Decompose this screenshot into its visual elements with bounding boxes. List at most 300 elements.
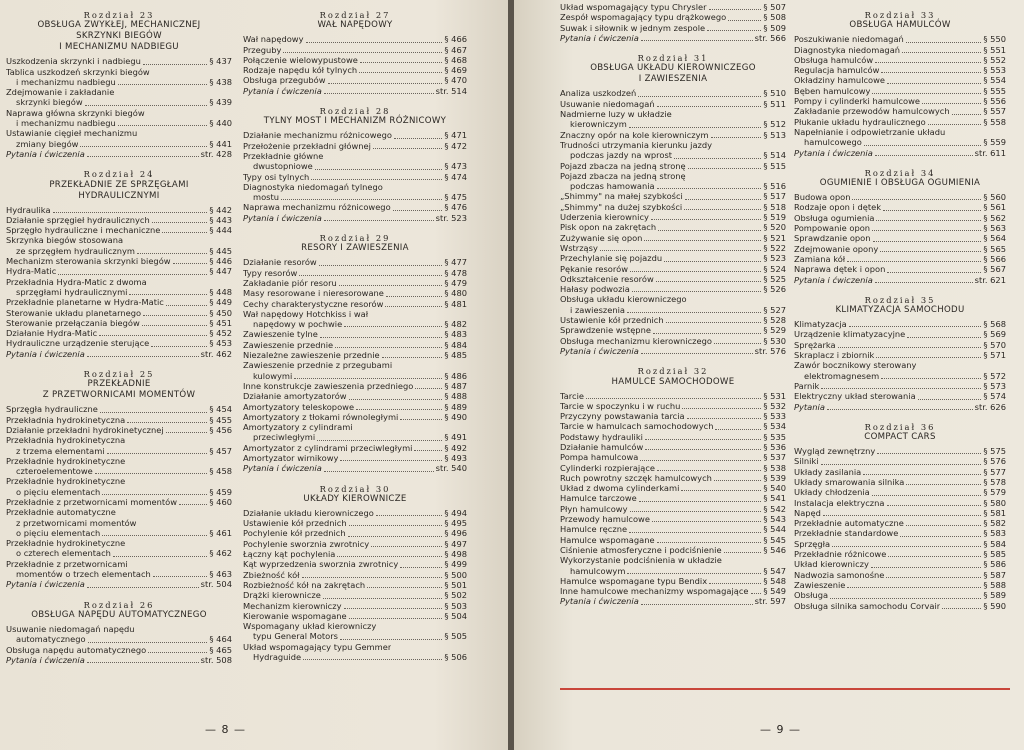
entry-title: elektromagnesem [804,370,880,381]
section-number: § 469 [444,65,467,76]
dot-leader [415,388,442,389]
entry-title: mostu [253,192,279,203]
dot-leader [586,398,761,399]
dot-leader [715,429,761,430]
toc-entry [794,233,1006,243]
dot-leader [359,72,442,73]
toc-entry [794,127,1006,137]
entry-title: Zbieżność kół [243,569,300,580]
entry-title: Hamulce ręczne [560,524,628,535]
entry-title: Przekładnie hydrokinetyczne [6,455,126,466]
entry-title: Wał napędowy [243,34,304,45]
entry-title: Cechy charakterystyczne resorów [243,298,384,309]
section-number: str. 576 [754,345,786,356]
section-number: § 462 [209,548,232,559]
chapter-number: Rozdział 27 [319,10,391,20]
toc-entry [560,212,786,222]
dot-leader [681,490,761,491]
toc-entry [6,108,232,118]
toc-entry [6,538,232,548]
dot-leader [876,220,981,221]
toc-entry [243,570,467,580]
dot-leader [102,494,207,495]
dot-leader [113,556,207,557]
toc-entry [243,350,467,360]
dot-leader [876,357,981,358]
chapter-number: Rozdział 24 [83,169,155,180]
toc-entry [560,483,786,493]
section-number: § 555 [983,85,1006,96]
toc-entry [243,34,467,44]
dot-leader [728,20,761,21]
toc-entry [6,634,232,644]
toc-entry [6,415,232,425]
chapter-section [6,169,232,359]
toc-entry [560,411,786,421]
dot-leader [627,573,761,574]
entry-title: z trzema elementami [16,445,105,456]
section-number: § 475 [444,192,467,203]
toc-entry [6,118,232,128]
entry-title: hamulcowym [570,565,626,576]
toc-entry [560,493,786,503]
section-number: § 579 [983,487,1006,498]
entry-title: Typy resorów [243,267,298,278]
toc-entry [243,642,467,652]
section-number: § 443 [209,214,232,225]
toc-entry [794,96,1006,106]
toc-entry [560,130,786,140]
dot-leader [299,275,442,276]
dot-leader [881,378,981,379]
section-number: § 521 [763,232,786,243]
toc-entry [6,624,232,634]
section-number: § 452 [209,328,232,339]
dot-leader [709,9,762,10]
toc-entry [6,87,232,97]
chapter-section [560,366,786,607]
page-number: — 8 — [205,723,246,736]
entry-title: Przekładnie automatyczne [6,507,116,518]
entry-title: Zawieszenie [794,579,846,590]
entry-title: Ciśnienie atmosferyczne i podciśnienie [560,544,722,555]
section-number: § 588 [983,579,1006,590]
entry-title: Obsługa [794,590,829,601]
entry-title: Kierowanie wspomagane [243,610,347,621]
section-number: § 584 [983,538,1006,549]
dot-leader [629,127,762,128]
entry-title: Działanie mechanizmu różnicowego [243,130,392,141]
book-gutter [508,0,514,750]
entry-title: Wstrząsy [560,242,598,253]
section-number: § 533 [763,411,786,422]
toc-entry [794,391,1006,401]
section-number: § 437 [209,56,232,67]
questions-entry [560,33,786,43]
toc-entry [243,412,467,422]
entry-title: Ruch powrotny szczęk hamulcowych [560,472,712,483]
toc-entry [794,360,1006,370]
dot-leader [645,439,761,440]
toc-entry [560,432,786,442]
entry-title: Przekładnia hydrokinetyczna [6,435,126,446]
toc-entry [6,446,232,456]
section-number: § 539 [763,472,786,483]
questions-entry [6,349,232,359]
entry-title: Przewody hamulcowe [560,514,650,525]
section-number: § 477 [444,257,467,268]
toc-entry [243,299,467,309]
dot-leader [87,356,199,357]
entry-title: Pytania i ćwiczenia [6,654,85,665]
toc-column [243,0,467,662]
section-number: § 454 [209,404,232,415]
chapter-heading [794,10,1006,31]
toc-entry [6,338,232,348]
toc-entry [243,268,467,278]
dot-leader [641,40,753,41]
dot-leader [880,251,981,252]
entry-title: Urządzenie klimatyzacyjne [794,329,906,340]
entry-title: Pytania i ćwiczenia [243,85,322,96]
section-number: § 476 [444,202,467,213]
section-number: § 504 [444,610,467,621]
dot-leader [873,241,982,242]
chapter-title: OBSŁUGA ZWYKŁEJ, MECHANICZNEJ [37,20,201,31]
section-number: § 493 [444,452,467,463]
entry-title: hamulcowego [804,137,862,148]
dot-leader [151,346,207,347]
entry-title: Pojazd zbacza na jedną stronę [560,170,686,181]
toc-entry [6,548,232,558]
toc-entry [794,350,1006,360]
dot-leader [657,470,761,471]
toc-entry [6,507,232,517]
entry-title: Znaczny opór na kole kierowniczym [560,129,709,140]
entry-title: Zakładanie piór resoru [243,277,337,288]
entry-title: Skrzynka biegów stosowana [6,235,124,246]
chapter-number: Rozdział 36 [864,421,936,432]
toc-entry [794,528,1006,538]
entry-title: Przekładnie różnicowe [794,549,887,560]
chapter-title: PRZEKŁADNIE ZE SPRZĘGŁAMI [49,179,189,190]
questions-entry [6,579,232,589]
chapter-title: COMPACT CARS [864,432,936,443]
entry-title: Silniki [794,456,819,467]
section-number: § 564 [983,233,1006,244]
dot-leader [875,62,981,63]
toc-entry [243,381,467,391]
section-number: § 522 [763,242,786,253]
toc-entry [560,140,786,150]
entry-title: Usuwanie niedomagań [560,98,655,109]
dot-leader [102,535,207,536]
dot-leader [849,326,982,327]
dot-leader [907,337,981,338]
entry-title: Niezależne zawieszenie przednie [243,350,380,361]
dot-leader [641,353,753,354]
section-number: § 575 [983,446,1006,457]
section-number: § 551 [983,44,1006,55]
toc-entry [794,467,1006,477]
dot-leader [852,199,981,200]
entry-title: Pytania i ćwiczenia [560,32,639,43]
section-number: § 580 [983,497,1006,508]
dot-leader [87,662,199,663]
entry-title: Suwak i siłownik w jednym zespole [560,22,706,33]
dot-leader [664,261,761,262]
entry-title: „Shimmy" na małej szybkości [560,191,683,202]
entry-title: Hydraguide [253,652,302,663]
toc-entry [560,325,786,335]
toc-entry [6,205,232,215]
toc-entry [794,34,1006,44]
section-number: § 542 [763,503,786,514]
section-number: § 532 [763,400,786,411]
toc-entry [243,391,467,401]
section-number: § 538 [763,462,786,473]
section-number: § 528 [763,315,786,326]
entry-title: Przełożenie przekładni głównej [243,140,371,151]
entry-title: kierowniczym [570,119,627,130]
section-number: § 556 [983,96,1006,107]
dot-leader [385,306,442,307]
toc-entry [243,340,467,350]
dot-leader [871,567,981,568]
section-number: § 456 [209,424,232,435]
dot-leader [283,52,442,53]
toc-entry [794,549,1006,559]
dot-leader [887,505,982,506]
toc-entry [794,137,1006,147]
entry-title: Okładziny hamulcowe [794,75,886,86]
section-number: str. 508 [200,654,232,665]
chapter-number: Rozdział 31 [637,53,709,64]
dot-leader [682,408,761,409]
entry-title: Cylinderki rozpierające [560,462,655,473]
section-number: str. 611 [974,147,1006,158]
red-rule [560,688,1010,690]
entry-title: i mechanizmu nadbiegu [16,76,116,87]
section-number: § 465 [209,644,232,655]
entry-title: Płukanie układu hydraulicznego [794,116,926,127]
entry-title: Obsługa przegubów [243,75,326,86]
section-number: § 531 [763,390,786,401]
entry-title: Zużywanie się opon [560,232,643,243]
toc-entry [794,590,1006,600]
chapter-heading [6,169,232,201]
entry-title: Pytania i ćwiczenia [6,348,85,359]
dot-leader [344,326,442,327]
toc-entry [560,99,786,109]
section-number: str. 504 [200,579,232,590]
dot-leader [118,84,208,85]
toc-entry [6,277,232,287]
dot-leader [400,419,442,420]
toc-entry [243,141,467,151]
entry-title: Sprawdzanie opon [794,233,871,244]
toc-entry [560,202,786,212]
entry-title: o pięciu elementach [16,527,101,538]
section-number: § 451 [209,317,232,328]
section-number: § 439 [209,97,232,108]
entry-title: Płyn hamulcowy [560,503,628,514]
section-number: § 554 [983,75,1006,86]
toc-entry [243,508,467,518]
dot-leader [922,103,981,104]
entry-title: Działanie resorów [243,257,317,268]
section-number: § 548 [763,575,786,586]
section-number: § 461 [209,527,232,538]
toc-entry [6,435,232,445]
section-number: § 508 [763,12,786,23]
section-number: § 501 [444,579,467,590]
toc-entry [560,109,786,119]
dot-leader [872,495,982,496]
section-number: str. 626 [974,401,1006,412]
toc-entry [794,202,1006,212]
dot-leader [382,357,443,358]
chapter-heading [794,168,1006,189]
dot-leader [340,639,442,640]
chapter-section [794,168,1006,285]
section-number: § 550 [983,34,1006,45]
entry-title: Układy chłodzenia [794,487,870,498]
toc-entry [6,518,232,528]
section-number: § 498 [444,549,467,560]
dot-leader [311,179,442,180]
dot-leader [714,343,761,344]
section-number: § 537 [763,452,786,463]
entry-title: kulowymi [253,370,293,381]
toc-entry [243,652,467,662]
section-number: § 547 [763,565,786,576]
toc-entry [794,559,1006,569]
dot-leader [414,450,442,451]
chapter-number: Rozdział 28 [319,106,391,117]
dot-leader [658,230,761,231]
section-number: § 577 [983,466,1006,477]
dot-leader [902,52,981,53]
section-number: § 473 [444,161,467,172]
toc-entry [243,309,467,319]
dot-leader [166,305,208,306]
toc-entry [243,161,467,171]
entry-title: Układ wspomagający typu Gemmer [243,641,392,652]
entry-title: Parnik [794,380,820,391]
dot-leader [95,473,208,474]
entry-title: ze sprzęgłem hydraulicznym [16,245,135,256]
chapter-section [6,369,232,590]
toc-entry [560,119,786,129]
chapter-section [794,422,1006,611]
section-number: § 466 [444,34,467,45]
toc-entry [243,443,467,453]
dot-leader [127,422,207,423]
entry-title: Napęd [794,507,821,518]
entry-title: Instalacja elektryczna [794,497,885,508]
entry-title: Rozbieżność kół na zakrętach [243,579,366,590]
dot-leader [600,250,762,251]
chapter-heading [560,53,786,85]
dot-leader [883,210,981,211]
dot-leader [153,576,208,577]
toc-entry [6,404,232,414]
section-number: § 471 [444,130,467,141]
entry-title: Działanie Hydra-Matic [6,328,98,339]
section-number: § 484 [444,339,467,350]
dot-leader [340,460,442,461]
section-number: § 482 [444,319,467,330]
dot-leader [888,556,981,557]
toc-column [794,0,1006,611]
toc-entry [243,621,467,631]
section-number: § 585 [983,549,1006,560]
dot-leader [863,474,981,475]
entry-title: Hamulce wspomagane [560,534,655,545]
entry-title: Wał napędowy Hotchkiss i wał [243,308,369,319]
toc-entry [794,381,1006,391]
toc-entry [243,371,467,381]
chapter-title: HYDRAULICZNYMI [78,190,160,201]
toc-entry [243,631,467,641]
dot-leader [707,30,761,31]
dot-leader [179,504,207,505]
section-number: § 566 [983,253,1006,264]
dot-leader [632,291,762,292]
entry-title: Działanie amortyzatorów [243,391,347,402]
entry-title: Obsługa hamulców [794,54,874,65]
section-number: § 562 [983,212,1006,223]
section-number: str. 566 [754,32,786,43]
section-number: § 495 [444,518,467,529]
entry-title: Obsługa układu kierowniczego [560,294,687,305]
dot-leader [99,335,207,336]
section-number: § 453 [209,338,232,349]
toc-entry [6,528,232,538]
toc-entry [243,402,467,412]
section-number: § 514 [763,150,786,161]
entry-title: Przekładnie z przetwornicami [6,558,128,569]
entry-title: Łączny kąt pochylenia [243,549,336,560]
chapter-heading [243,106,467,127]
dot-leader [639,501,762,502]
dot-leader [666,322,762,323]
dot-leader [339,285,443,286]
entry-title: Pojazd zbacza na jedną stronę [560,160,686,171]
dot-leader [832,546,981,547]
entry-title: Typy osi tylnych [243,171,310,182]
section-number: § 574 [983,391,1006,402]
entry-title: zmiany biegów [16,138,79,149]
dot-leader [688,168,762,169]
section-number: § 472 [444,140,467,151]
entry-title: Zdejmowanie i zakładanie [6,87,115,98]
dot-leader [711,137,762,138]
dot-leader [87,587,199,588]
entry-title: Sprzęgła [794,538,831,549]
section-number: § 523 [763,253,786,264]
toc-entry [6,246,232,256]
dot-leader [349,618,443,619]
toc-entry [560,222,786,232]
section-number: str. 514 [435,85,467,96]
section-number: § 535 [763,431,786,442]
toc-entry [794,498,1006,508]
section-number: § 587 [983,569,1006,580]
toc-entry [794,487,1006,497]
chapter-title: OBSŁUGA NAPĘDU AUTOMATYCZNEGO [31,609,207,620]
